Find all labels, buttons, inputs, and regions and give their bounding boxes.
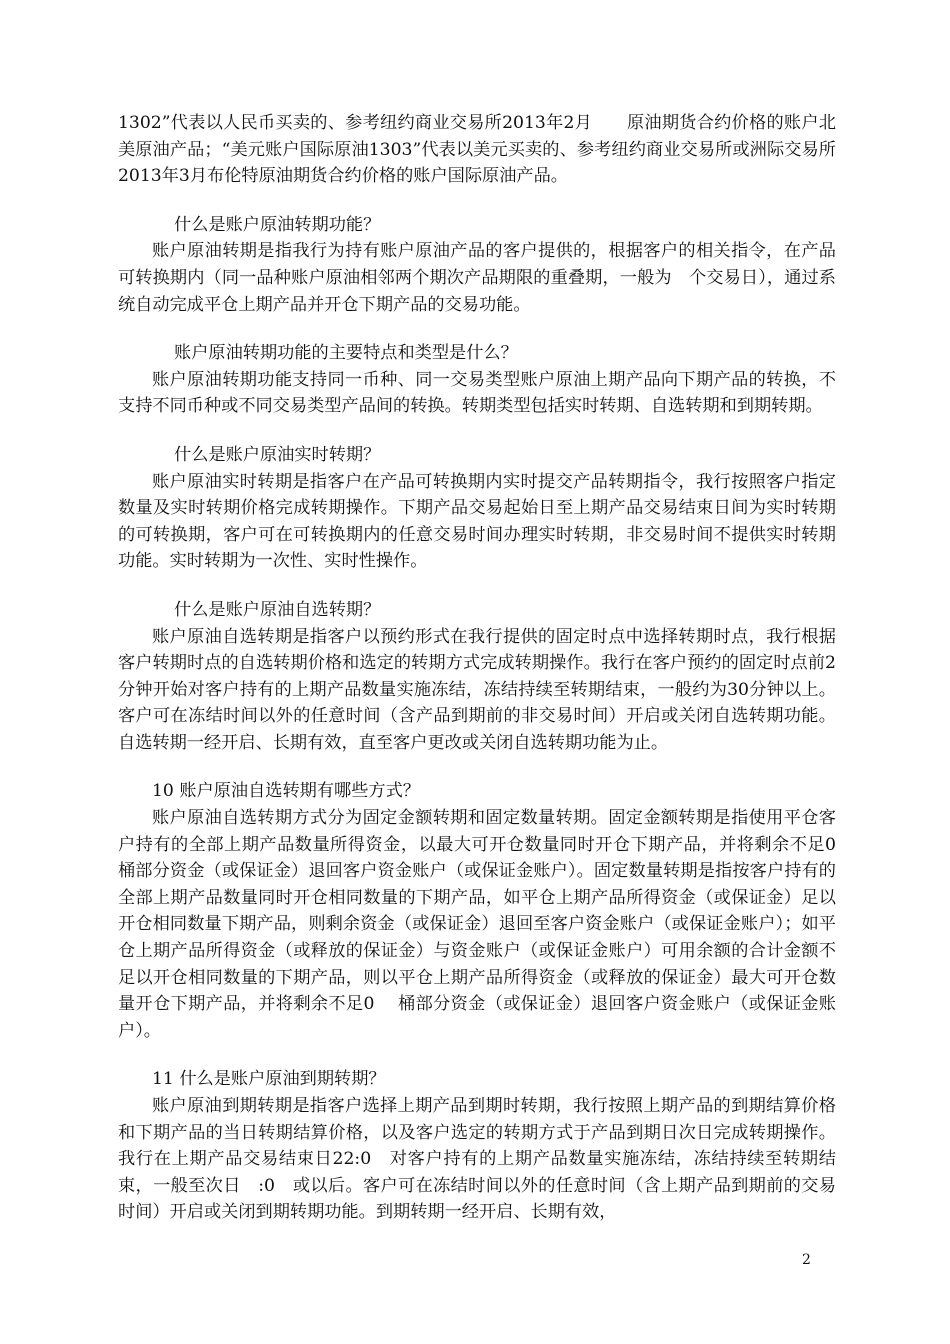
section-body-maturity-rollover: 账户原油到期转期是指客户选择上期产品到期时转期，我行按照上期产品的到期结算价格和下期产品的当日转期结算价格，以及客户选定的转期方式于产品到期日次日完成转期操作。我行在上期产品交易结束日22:0 对客户持有的上期产品数量实施冻结，冻结持续至转期结束，一般至次日 :0 或以后。客户可在冻结时间以外的任意时间（含上期产品到期前的交易时间）开启或关闭到期转期功能。到期转期一经开启、长期有效， xyxy=(118,1096,836,1223)
section-heading-realtime-rollover: 什么是账户原油实时转期？ xyxy=(174,444,381,465)
paragraph-gap xyxy=(118,190,836,212)
section-body-realtime-rollover: 账户原油实时转期是指客户在产品可转换期内实时提交产品转期指令，我行按照客户指定数量及实时转期价格完成转期操作。下期产品交易起始日至上期产品交易结束日间为实时转期的可转换期，客户可在可转换期内的任意交易时间办理实时转期，非交易时间不提供实时转期功能。实时转期为一次性、实时性操作。 xyxy=(118,471,836,572)
section-body-optional-rollover: 账户原油自选转期是指客户以预约形式在我行提供的固定时点中选择转期时点，我行根据客户转期时点的自选转期价格和选定的转期方式完成转期操作。我行在客户预约的固定时点前2 分钟开始对客户持有的上期产品数量实施冻结，冻结持续至转期结束，一般约为30分钟以上。客户可在冻结时间以外的任意时间（含产品到期前的非交易时间）开启或关闭自选转期功能。自选转期一经开启、长期有效，直至客户更改或关闭自选转期功能为止。 xyxy=(118,626,854,753)
intro-paragraph: 1302”代表以人民币买卖的、参考纽约商业交易所2013年2月 原油期货合约价格的账户北美原油产品；“美元账户国际原油1303”代表以美元买卖的、参考纽约商业交易所或洲际交易所2013年3月布伦特原油期货合约价格的账户国际原油产品。 xyxy=(118,113,836,187)
page-number: 2 xyxy=(802,1252,811,1268)
section-body-optional-rollover-methods: 账户原油自选转期方式分为固定金额转期和固定数量转期。固定金额转期是指使用平仓客户持有的全部上期产品数量所得资金，以最大可开仓数量同时开仓下期产品，并将剩余不足0 桶部分资金（或保证金）退回客户资金账户（或保证金账户）。固定数量转期是指按客户持有的全部上期产品数量同时开仓相同数量的下期产品，如平仓上期产品所得资金（或保证金）足以开仓相同数量下期产品，则剩余资金（或保证金）退回至客户资金账户（或保证金账户）；如平仓上期产品所得资金（或释放的保证金）与资金账户（或保证金账户）可用余额的合计金额不足以开仓相同数量的下期产品，则以平仓上期产品所得资金（或释放的保证金）最大可开仓数量开仓下期产品，并将剩余不足0 桶部分资金（或保证金）退回客户资金账户（或保证金账户）。 xyxy=(118,808,859,1041)
paragraph-gap xyxy=(118,575,836,597)
paragraph-gap xyxy=(118,1044,836,1066)
paragraph-gap xyxy=(118,420,836,442)
section-body-rollover-function: 账户原油转期是指我行为持有账户原油产品的客户提供的，根据客户的相关指令，在产品可转换期内（同一品种账户原油相邻两个期次产品期限的重叠期，一般为 个交易日），通过系统自动完成平仓上期产品并开仓下期产品的交易功能。 xyxy=(118,241,836,315)
paragraph-gap xyxy=(118,318,836,340)
document-body xyxy=(118,110,859,1226)
section-heading-optional-rollover: 什么是账户原油自选转期？ xyxy=(174,599,381,620)
section-heading-rollover-features: 账户原油转期功能的主要特点和类型是什么？ xyxy=(174,343,518,364)
section-body-rollover-features: 账户原油转期功能支持同一币种、同一交易类型账户原油上期产品向下期产品的转换，不支持不同币种或不同交易类型产品间的转换。转期类型包括实时转期、自选转期和到期转期。 xyxy=(118,369,836,417)
paragraph-gap xyxy=(118,756,836,778)
section-heading-optional-rollover-methods: 10 账户原油自选转期有哪些方式？ xyxy=(152,781,420,802)
section-heading-rollover-function: 什么是账户原油转期功能？ xyxy=(174,214,381,235)
section-heading-maturity-rollover: 11 什么是账户原油到期转期？ xyxy=(152,1069,386,1090)
